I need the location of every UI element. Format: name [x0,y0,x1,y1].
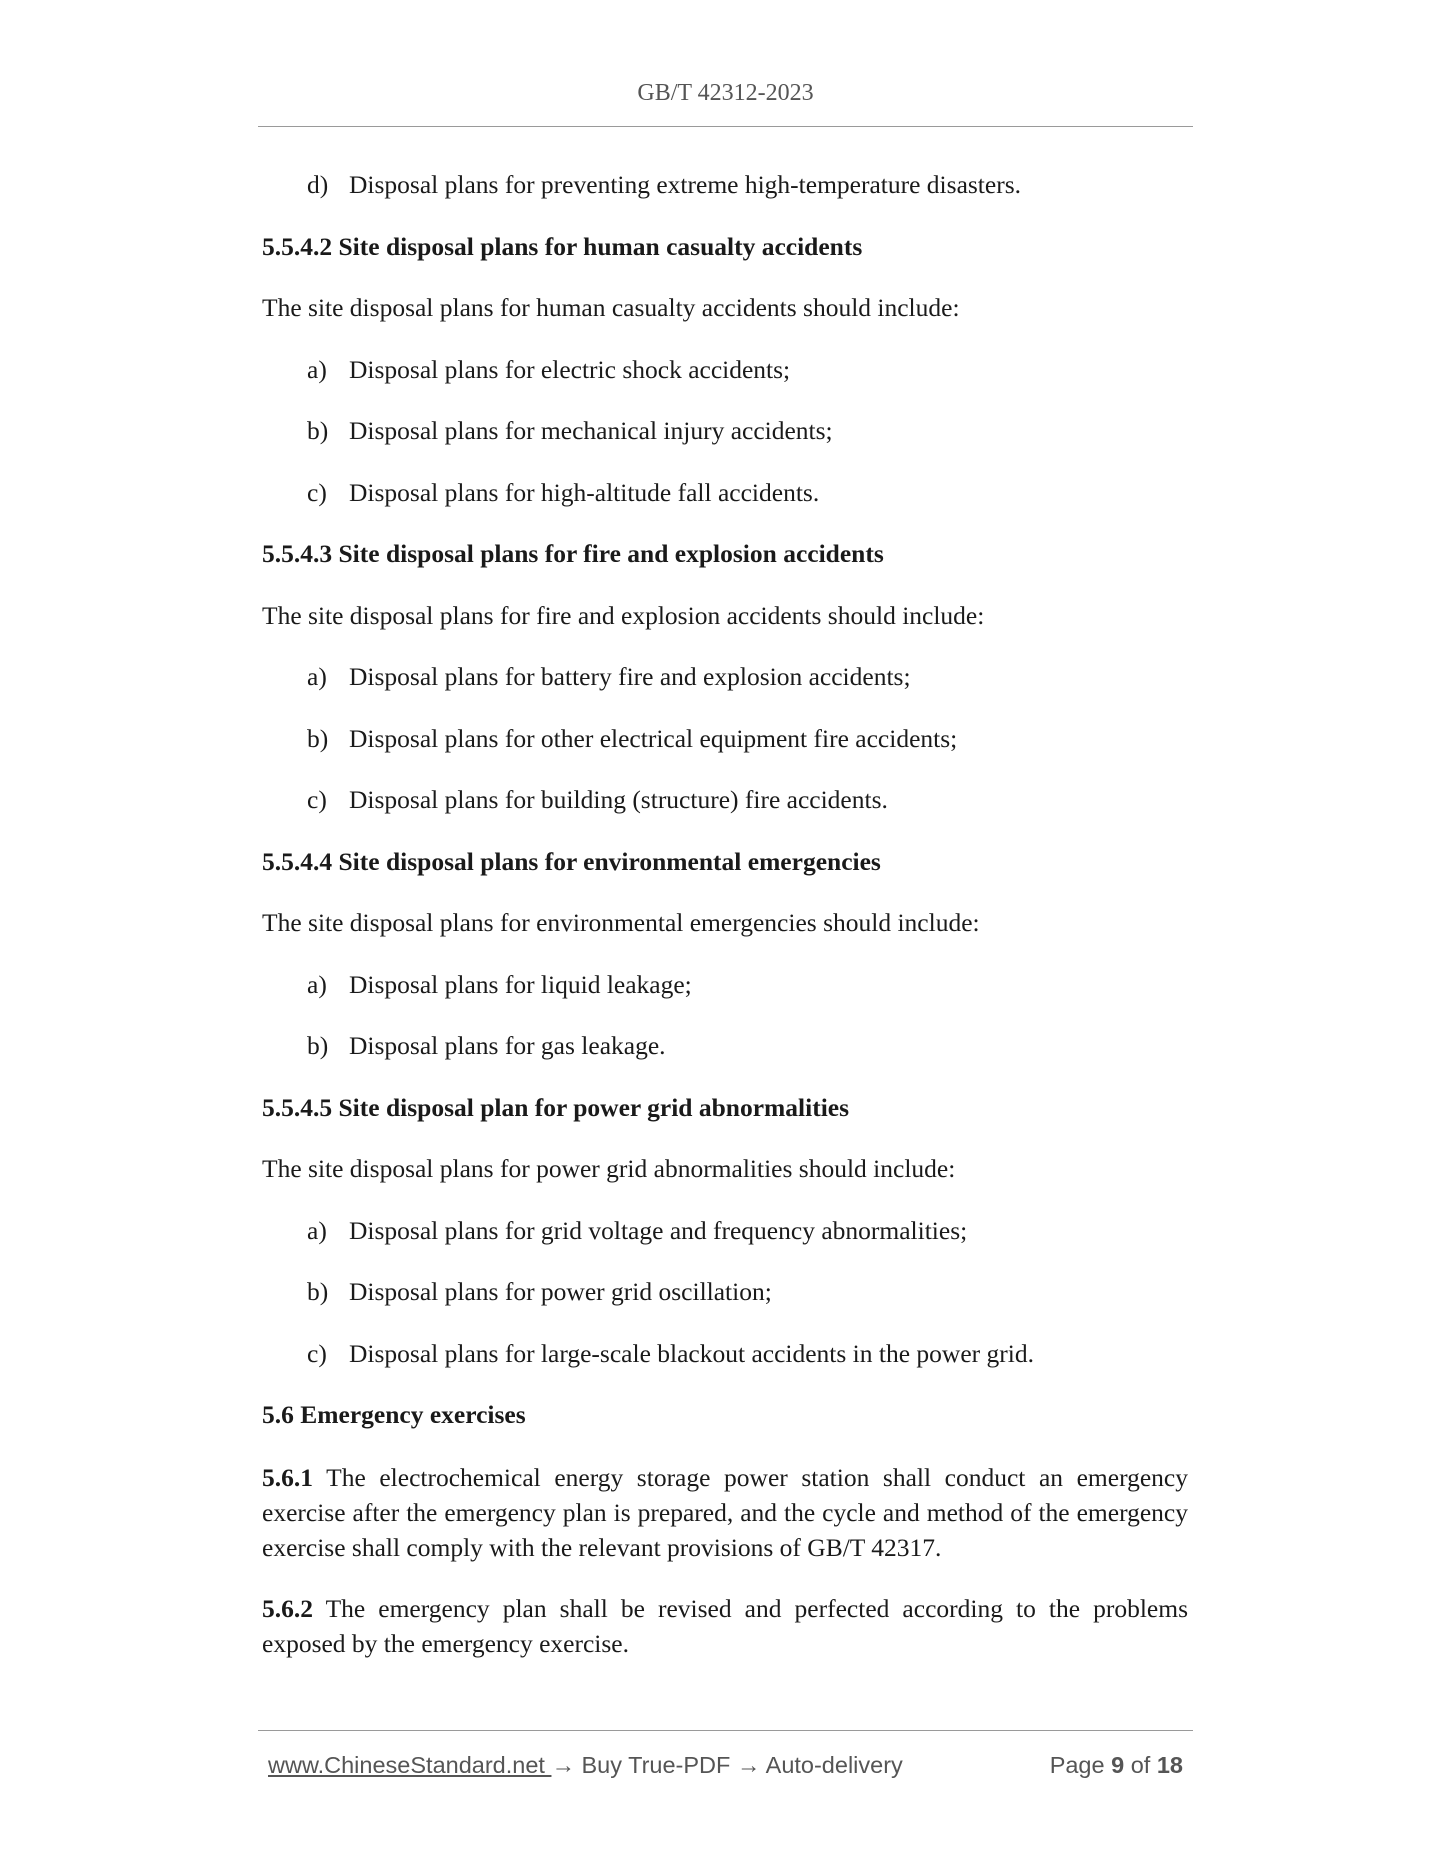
section-heading: 5.6 Emergency exercises [262,1400,526,1429]
section-heading: 5.5.4.3 Site disposal plans for fire and explosion accidents [262,539,884,568]
list-text: Disposal plans for liquid leakage; [349,969,692,999]
list-text: Disposal plans for preventing extreme high-temperature disasters. [349,170,1022,199]
list-text: Disposal plans for electric shock accidents; [349,354,791,384]
list-marker: d) [307,170,329,199]
list-text: Disposal plans for other electrical equipment fire accidents; [349,723,958,753]
list-item [262,414,1188,476]
list-marker: a) [307,969,327,999]
section-heading: 5.5.4.4 Site disposal plans for environmental emergencies [262,846,881,876]
page-footer [268,1748,1183,1782]
list-item [262,968,1188,1030]
list-marker: a) [307,1215,327,1245]
list-item [262,1275,1188,1337]
footer-promo [268,1748,903,1782]
site-link[interactable]: www.ChineseStandard.net [268,1752,552,1778]
list-marker: b) [307,1277,329,1306]
list-item [262,660,1188,722]
page-header [258,78,1193,127]
page-number: 9 [1111,1752,1125,1778]
list-text: Disposal plans for high-altitude fall accidents. [349,477,820,507]
clause-number: 5.6.1 [262,1462,313,1492]
arrow-right-icon: → [736,1752,761,1778]
section-heading: 5.5.4.2 Site disposal plans for human casualty accidents [262,231,863,261]
page-label: Page [1049,1752,1112,1778]
section-lead: The site disposal plans for power grid abnormalities should include: [262,1154,956,1183]
delivery-text: Auto-delivery [760,1752,903,1778]
list-item [262,1214,1188,1276]
list-marker: b) [307,723,329,753]
page-indicator [1050,1748,1183,1782]
footer-divider [258,1730,1193,1731]
list-text: Disposal plans for power grid oscillation; [349,1277,772,1306]
list-item [262,168,1188,230]
buy-text: Buy True-PDF [574,1752,737,1778]
list-marker: c) [307,785,327,814]
page-content [262,168,1188,1687]
document-id: GB/T 42312-2023 [637,80,814,106]
list-text: Disposal plans for large-scale blackout accidents in the power grid. [349,1338,1034,1368]
section-heading: 5.5.4.5 Site disposal plan for power grid abnormalities [262,1092,850,1122]
list-item [262,783,1188,845]
paragraph-5-6-2 [262,1591,1188,1661]
list-marker: c) [307,1338,327,1368]
section-lead: The site disposal plans for environmental emergencies should include: [262,908,980,937]
list-item [262,722,1188,784]
list-text: Disposal plans for mechanical injury accidents; [349,416,833,445]
list-item [262,353,1188,415]
clause-number: 5.6.2 [262,1593,313,1623]
list-marker: b) [307,416,329,445]
list-text: Disposal plans for gas leakage. [349,1031,666,1060]
paragraph-5-6-1 [262,1460,1188,1565]
page-total: 18 [1156,1752,1183,1778]
list-marker: a) [307,354,327,384]
list-marker: a) [307,662,327,691]
list-text: Disposal plans for building (structure) fire accidents. [349,785,888,814]
paragraph-text: The electrochemical energy storage power station shall conduct an emergency exercise after the emergency plan is prepared, and the cycle and method of the emergency exercise shall comply with the relevant provisions of GB/T 42317. [262,1462,1188,1562]
list-marker: b) [307,1031,329,1060]
arrow-right-icon: → [551,1752,575,1778]
paragraph-text: The emergency plan shall be revised and perfected according to the problems exposed by the emergency exercise. [262,1593,1188,1658]
list-marker: c) [307,477,327,507]
list-item [262,1029,1188,1091]
list-text: Disposal plans for battery fire and explosion accidents; [349,662,911,691]
section-lead: The site disposal plans for human casualty accidents should include: [262,293,960,322]
of-label: of [1124,1752,1157,1778]
list-item [262,476,1188,538]
section-lead: The site disposal plans for fire and explosion accidents should include: [262,600,985,630]
list-item [262,1337,1188,1399]
list-text: Disposal plans for grid voltage and frequency abnormalities; [349,1215,968,1245]
